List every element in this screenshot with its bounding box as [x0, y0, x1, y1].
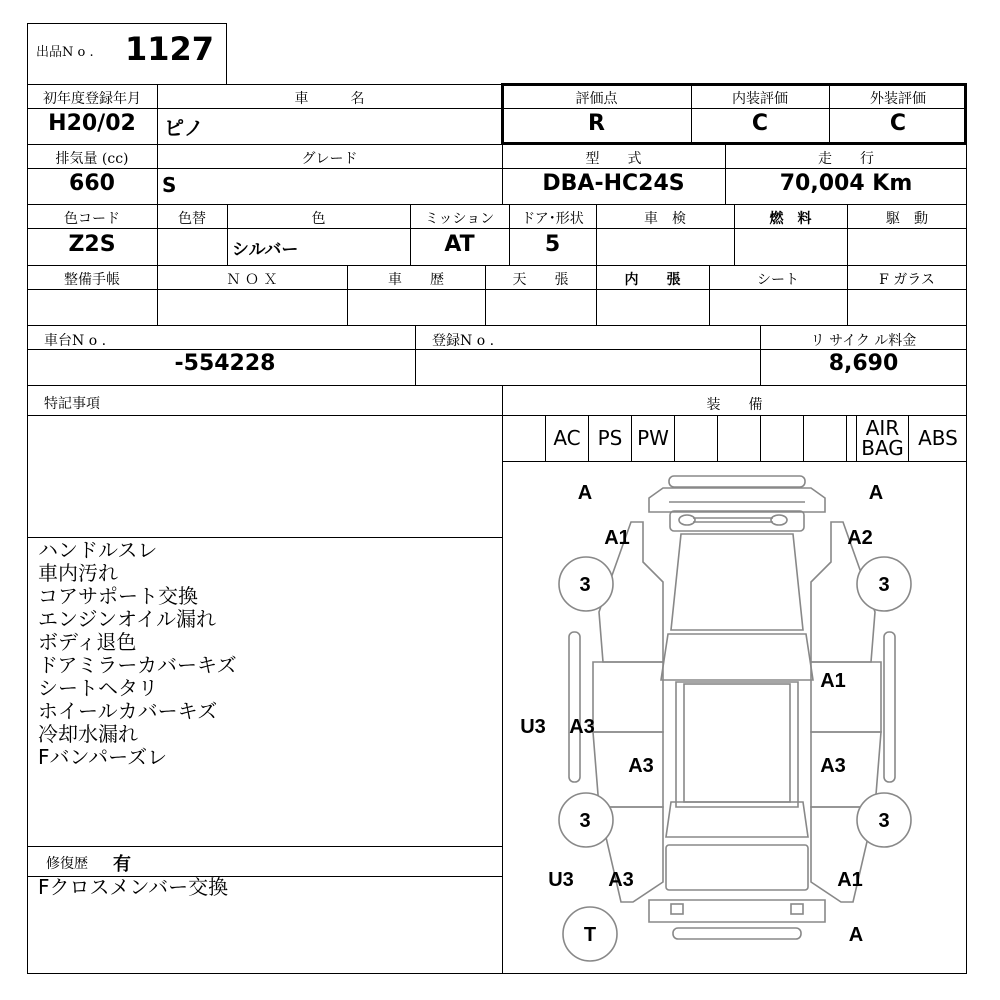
- equipment-item: PS: [588, 415, 631, 461]
- repair-note-item: Fクロスメンバー交換: [38, 875, 229, 899]
- nox-label: Ｎ Ｏ Ｘ: [226, 272, 278, 288]
- displacement-value: 660: [69, 171, 115, 196]
- damage-mark: A1: [820, 670, 846, 692]
- trim-label: グレード: [301, 151, 358, 167]
- trim-value: S: [162, 173, 177, 197]
- damage-mark: A3: [820, 755, 846, 777]
- equipment-item: PW: [631, 415, 674, 461]
- roof-label: 天 張: [512, 272, 569, 288]
- repair-label: 修復歴: [46, 856, 88, 872]
- damage-mark: A: [868, 482, 884, 504]
- fuel-label: 燃 料: [769, 211, 812, 227]
- note-item: ハンドルスレ: [38, 538, 158, 562]
- year-label: 初年度登録年月: [43, 91, 141, 107]
- damage-mark: 3: [878, 574, 890, 596]
- maintenance-label: 整備手帳: [64, 272, 120, 288]
- color-value: シルバー: [232, 240, 299, 260]
- interior-label: 内装評価: [732, 91, 788, 107]
- color-code-label: 色コード: [64, 211, 120, 227]
- name-value: ピノ: [164, 116, 204, 140]
- equipment-item: AIR BAG: [856, 415, 908, 461]
- grade-label: 評価点: [575, 91, 618, 107]
- note-item: ボディ退色: [38, 630, 137, 654]
- damage-mark: A1: [604, 527, 630, 549]
- car-damage-diagram: [503, 462, 966, 973]
- lot-label: 出品N o .: [36, 45, 94, 60]
- equipment-item: [717, 415, 760, 461]
- damage-mark: A: [577, 482, 593, 504]
- damage-mark: U3: [548, 869, 574, 891]
- doors-label: ドア･形状: [521, 211, 584, 227]
- repair-notes: [38, 876, 228, 899]
- remarks-notes: [38, 539, 237, 769]
- damage-mark: A3: [608, 869, 634, 891]
- equipment-item: [674, 415, 717, 461]
- mission-label: ミッション: [424, 211, 495, 227]
- color-code-value: Z2S: [68, 232, 116, 257]
- remarks-label: 特記事項: [44, 396, 100, 412]
- model-value: DBA-HC24S: [542, 171, 685, 196]
- chassis-label: 車台N o .: [44, 333, 107, 349]
- damage-mark: T: [583, 924, 597, 946]
- reg-label: 登録N o .: [432, 333, 495, 349]
- lot-number: 1127: [125, 30, 215, 68]
- year-value: H20/02: [48, 111, 136, 136]
- interior-value: C: [751, 111, 769, 136]
- recycle-label: リ サイク ル料金: [810, 333, 917, 349]
- damage-mark: A2: [847, 527, 873, 549]
- note-item: エンジンオイル漏れ: [38, 607, 216, 631]
- exterior-value: C: [889, 111, 907, 136]
- damage-mark: A1: [837, 869, 863, 891]
- note-item: ドアミラーカバーキズ: [38, 653, 237, 677]
- note-item: コアサポート交換: [38, 584, 198, 608]
- displacement-label: 排気量 (cc): [55, 151, 129, 167]
- note-item: ホイールカバーキズ: [38, 699, 218, 723]
- note-item: シートヘタリ: [38, 676, 158, 700]
- note-item: 車内汚れ: [38, 561, 118, 585]
- damage-mark: U3: [520, 716, 546, 738]
- exterior-label: 外装評価: [870, 91, 926, 107]
- mileage-value: 70,004 Km: [779, 171, 913, 196]
- equipment-item: [760, 415, 803, 461]
- color-label: 色: [311, 211, 326, 227]
- equipment-label: 装 備: [706, 397, 763, 413]
- chassis-value: -554228: [174, 351, 276, 376]
- damage-mark: 3: [579, 810, 591, 832]
- damage-mark: A3: [628, 755, 654, 777]
- equipment-item: ABS: [908, 415, 967, 461]
- doors-value: 5: [544, 232, 561, 257]
- mission-value: AT: [444, 232, 475, 257]
- model-label: 型 式: [585, 151, 642, 167]
- recycle-value: 8,690: [828, 351, 899, 376]
- equipment-item: [846, 415, 856, 461]
- damage-mark: 3: [878, 810, 890, 832]
- grade-value: R: [588, 111, 605, 136]
- interior-trim-label: 内 張: [624, 272, 681, 288]
- equipment-item: [803, 415, 846, 461]
- damage-mark: A3: [569, 716, 595, 738]
- name-label: 車 名: [294, 91, 365, 107]
- inspection-label: 車 検: [644, 211, 686, 227]
- drive-label: 駆 動: [886, 211, 928, 227]
- seat-label: シート: [757, 272, 799, 288]
- repair-value: 有: [113, 854, 131, 875]
- mileage-label: 走 行: [818, 151, 874, 167]
- glass-label: F ガラス: [879, 272, 935, 288]
- repaint-label: 色替: [178, 211, 206, 227]
- history-label: 車 歴: [388, 272, 444, 288]
- equipment-item: AC: [545, 415, 588, 461]
- damage-mark: A: [848, 924, 864, 946]
- note-item: Fバンパーズレ: [38, 745, 168, 769]
- damage-mark: 3: [579, 574, 591, 596]
- equipment-item: [502, 415, 545, 461]
- note-item: 冷却水漏れ: [38, 722, 138, 746]
